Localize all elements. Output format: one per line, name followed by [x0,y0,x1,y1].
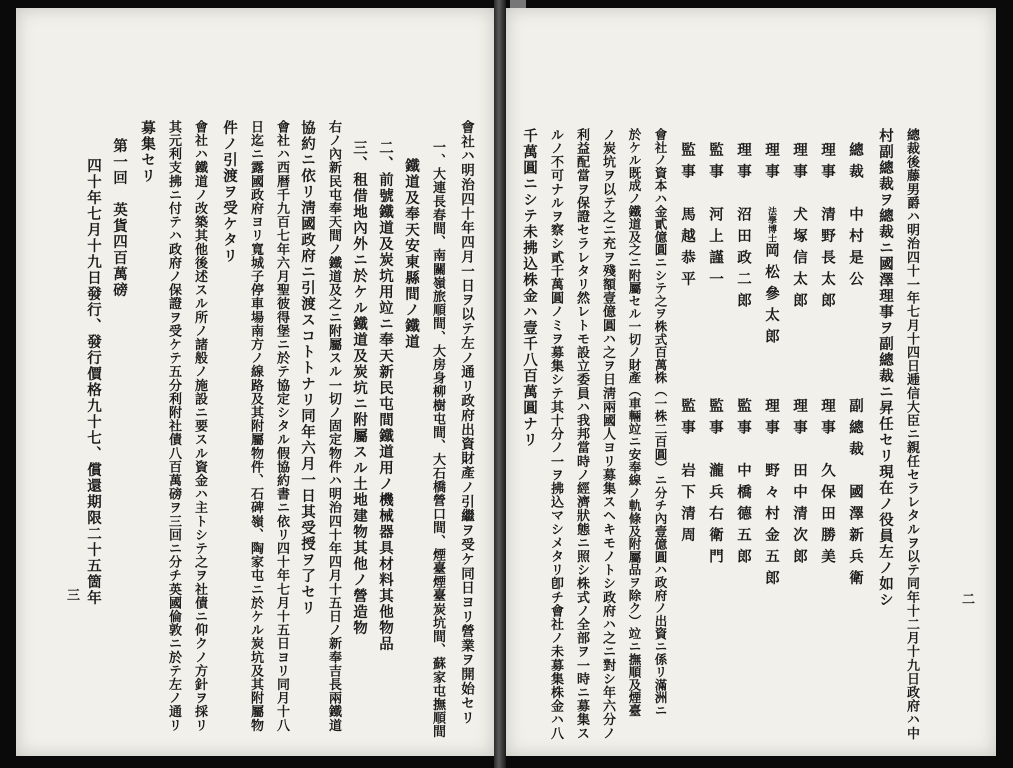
officer-title: 監事 [735,398,752,441]
body-line-2: 於ケル既成ノ鐵道及之ニ附屬セル一切ノ財產（車輛竝ニ安奉線ノ軌條及附屬品ヲ除ク）竝ニ撫順及煙臺 [627,128,642,717]
left-line-10: 件ノ引渡ヲ受ケタリ [221,120,238,264]
intro-line-1: 總裁後藤男爵ハ明治四十一年七月十四日逓信大臣ニ親任セラレタルヲ以テ同年十二月十九日政府ハ中 [904,128,919,740]
officer-title: 監事 [707,398,724,441]
intro-line-2: 村副總裁ヲ總裁ニ國澤理事ヲ副總裁ニ昇任セリ現在ノ役員左ノ如シ [877,128,894,608]
officer-name: 馬越恭平 [679,206,696,293]
officer-name: 犬塚信太郎 [791,206,808,314]
officer-name: 沼田政二郎 [735,206,752,314]
officer-title: 理事 [819,398,836,441]
officer-title: 副總裁 [847,398,864,463]
left-line-13: 募集セリ [139,120,156,184]
left-line-14: 第一回 英貨四百萬磅 [111,138,128,298]
body-line-1: 會社ノ資本ハ金貳億圓ニシテ之ヲ株式百萬株（一株二百圓）ニ分チ內壹億圓ハ政府ノ出資ニ係リ滿洲ニ [653,128,668,717]
left-line-15: 四十年七月十九日發行、發行價格九十七、償還期限二十五箇年 [85,158,102,606]
officer-title: 監事 [679,398,696,441]
officer-col-5-top [733,142,754,314]
left-line-12: 其元利支拂ニ付テハ政府ノ保證ヲ受ケテ五分利附社債八百萬磅ヲ三回ニ分チ英國倫敦ニ於テ左ノ通リ [166,120,181,732]
officer-title: 理事 [791,398,808,441]
left-line-2: 一、大連長春間、南關嶺旅順間、大房身柳樹屯間、大石橋營口間、煙臺煙臺炭坑間、蘇家屯撫順間 [430,140,445,739]
body-line-5: ルノ不可ナルヲ察シ貳千萬圓ノミヲ募集シテ其十分ノ一ヲ拂込マシメタリ卽チ會社ノ未募集株金ハ八 [548,128,563,740]
officer-col-2-top [817,142,838,314]
officer-col-1-top [845,142,866,293]
officer-title: 理事 [763,142,780,185]
body-line-4: 利益配當ヲ保證セラレタリ然レトモ設立委員ハ我邦當時ノ經濟狀態ニ照シ株式ノ全部ヲ一時ニ募集ス [574,128,589,740]
officer-name: 野々村金五郎 [763,462,780,592]
officer-col-3-bottom [789,398,810,570]
officer-name: 清野長太郎 [819,206,836,314]
officer-degree: 法學博士 [766,206,776,243]
officer-name: 中橋德五郎 [735,462,752,570]
officer-title: 理事 [735,142,752,185]
officer-name: 河上謹一 [707,206,724,293]
officer-name: 瀧兵右衛門 [707,462,724,570]
officer-name: 岩下清周 [679,462,696,549]
officer-name: 久保田勝美 [819,462,836,570]
body-line-6: 千萬圓ニシテ未拂込株金ハ壹千八百萬圓ナリ [521,128,538,448]
left-line-9: 日迄ニ露國政府ヨリ寬城子停車場南方ノ線路及其附屬物件、石碑嶺、陶家屯ニ於ケル炭坑及其附屬物 [248,120,263,732]
left-line-11: 會社ハ鐵道ノ改築其他後述スル所ノ諸般ノ施設ニ要スル資金ハ主トシテ之ヲ社債ニ仰クノ方針ヲ採リ [192,120,207,732]
officer-col-2-bottom [817,398,838,570]
body-line-3: ノ炭坑ヲ以テ之ニ充ヲ殘額壹億圓ハ之ヲ日淸兩國人ヨリ募集スヘキモノトシ政府ハ之ニ對シ年六分ノ [600,128,615,740]
book-gutter [494,0,506,768]
left-line-8: 會社ハ西暦千九百七年六月聖彼得堡ニ於テ協定シタル假協約書ニ依リ四十年七月十五日ヨリ同月十八 [274,120,289,732]
officer-col-5-bottom [733,398,754,570]
left-line-1: 會社ハ明治四十年四月一日ヲ以テ左ノ通リ政府出資財產ノ引繼ヲ受ケ同日ヨリ營業ヲ開始セリ [458,120,474,725]
officer-col-4-top [761,142,782,350]
left-line-3: 鐵道及奉天安東縣間ノ鐵道 [403,158,420,350]
officer-col-6-top [705,142,726,293]
officer-title: 理事 [791,142,808,185]
left-line-5: 三、租借地內外ニ於ケル鐵道及炭坑ニ附屬スル土地建物其他ノ營造物 [351,140,368,636]
officer-col-7-bottom [677,398,698,549]
left-line-4: 二、前號鐵道及炭坑用竝ニ奉天新民屯間鐵道用ノ機械器具材料其他物品 [377,140,394,652]
officer-title: 理事 [763,398,780,441]
officer-col-7-top [677,142,698,293]
officer-col-6-bottom [705,398,726,570]
officer-col-3-top [789,142,810,314]
left-line-6: 右ノ內新民屯奉天間ノ鐵道及之ニ附屬スル一切ノ固定物件ハ明治四十年四月十五日ノ新奉吉長兩鐵道 [326,120,341,732]
officer-col-1-bottom [845,398,866,592]
right-page [506,8,996,756]
left-page [16,8,494,756]
officer-name: 國澤新兵衛 [847,484,864,592]
right-page-number: 二 [959,592,974,605]
officer-title: 監事 [679,142,696,185]
officer-col-4-bottom [761,398,782,592]
left-page-number: 三 [64,588,79,601]
left-line-7: 協約ニ依リ淸國政府ニ引渡スコトトナリ同年六月一日其受授ヲ了セリ [299,120,316,616]
officer-title: 理事 [819,142,836,185]
officer-title: 監事 [707,142,724,185]
officer-name: 岡松參太郎 [763,242,780,350]
officer-name: 中村是公 [847,206,864,293]
officer-title: 總裁 [847,142,864,185]
officer-name: 田中清次郎 [791,462,808,570]
